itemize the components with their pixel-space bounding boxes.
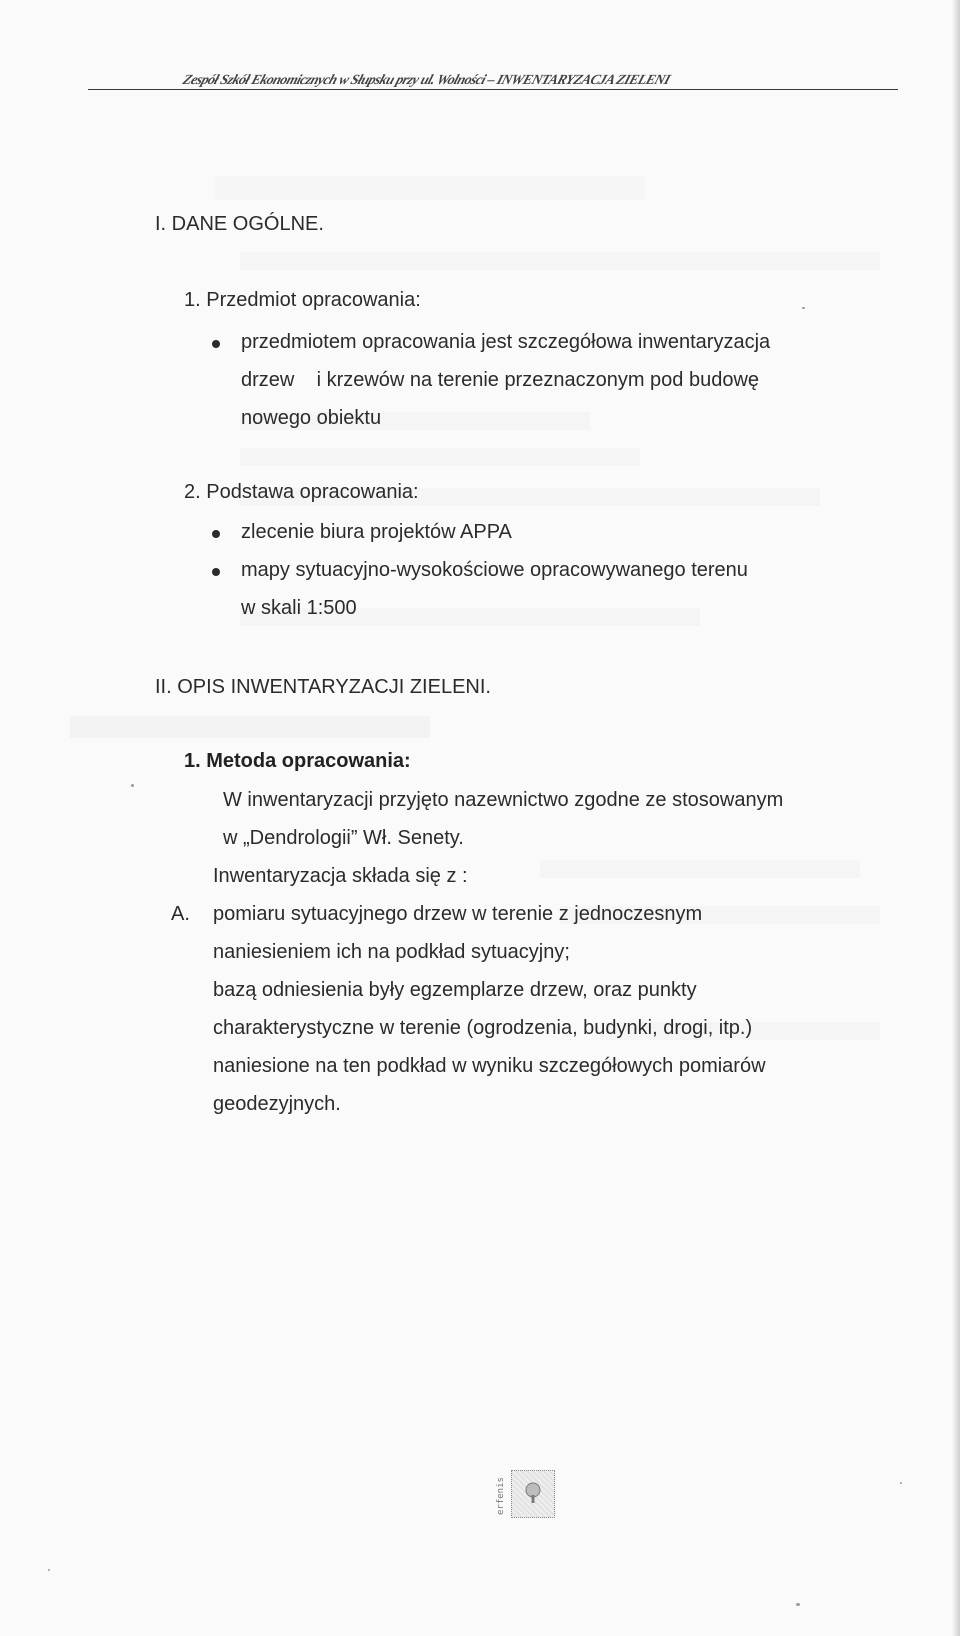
point-a-line-6: geodezyjnych. (213, 1093, 341, 1115)
section-2-heading: II. OPIS INWENTARYZACJI ZIELENI. (155, 676, 491, 698)
scan-speck (48, 1569, 50, 1571)
point-a-line-4: charakterystyczne w terenie (ogrodzenia, budynki, drogi, itp.) (213, 1017, 753, 1039)
bullet-icon (212, 340, 220, 348)
scan-speck (900, 1482, 902, 1484)
bleed-through-line (240, 252, 880, 270)
item-1-bullet-1-line-1: przedmiotem opracowania jest szczegółowa inwentaryzacja (241, 331, 771, 353)
header-text: Zespół Szkół Ekonomicznych w Słupsku przy ul. Wolności – INWENTARYZACJA ZIELENI (180, 73, 672, 88)
company-logo (497, 1470, 559, 1520)
bullet-icon (212, 568, 220, 576)
point-a-line-2: naniesieniem ich na podkład sytuacyjny; (213, 941, 570, 963)
item-1-bullet-1-line-2: drzew i krzewów na terenie przeznaczonym pod budowę (241, 369, 760, 391)
point-a-line-5: naniesione na ten podkład w wyniku szczegółowych pomiarów (213, 1055, 766, 1077)
tree-icon (523, 1482, 543, 1504)
item-2-bullet-2-line-1: mapy sytuacyjno-wysokościowe opracowywanego terenu (241, 559, 748, 581)
bullet-icon (212, 530, 220, 538)
method-label: 1. Metoda opracowania: (184, 750, 411, 772)
item-2-bullet-2-line-2: w skali 1:500 (241, 597, 357, 619)
page-edge-shadow (952, 0, 960, 1636)
item-2-label: 2. Podstawa opracowania: (184, 481, 419, 503)
method-line-1: W inwentaryzacji przyjęto nazewnictwo zgodne ze stosowanym (223, 789, 784, 811)
point-a-line-3: bazą odniesienia były egzemplarze drzew, oraz punkty (213, 979, 697, 1001)
header-rule (88, 89, 898, 90)
bleed-through-line (240, 448, 640, 466)
method-line-2: w „Dendrologii” Wł. Senety. (223, 827, 464, 849)
item-1-bullet-1-line-3: nowego obiektu (241, 407, 382, 429)
bleed-through-line (70, 716, 430, 738)
logo-text: erfenis (496, 1477, 506, 1515)
scan-speck (131, 784, 134, 787)
method-line-3: Inwentaryzacja składa się z : (213, 865, 468, 887)
bleed-through-line (540, 860, 860, 878)
bleed-through-line (215, 176, 645, 200)
item-2-bullet-1: zlecenie biura projektów APPA (241, 521, 512, 543)
scan-speck (802, 307, 805, 309)
section-1-heading: I. DANE OGÓLNE. (155, 213, 324, 235)
point-a-line-1: pomiaru sytuacyjnego drzew w terenie z jednoczesnym (213, 903, 703, 925)
scan-speck (796, 1603, 800, 1606)
point-a-label: A. (171, 903, 190, 925)
item-1-label: 1. Przedmiot opracowania: (184, 289, 421, 311)
